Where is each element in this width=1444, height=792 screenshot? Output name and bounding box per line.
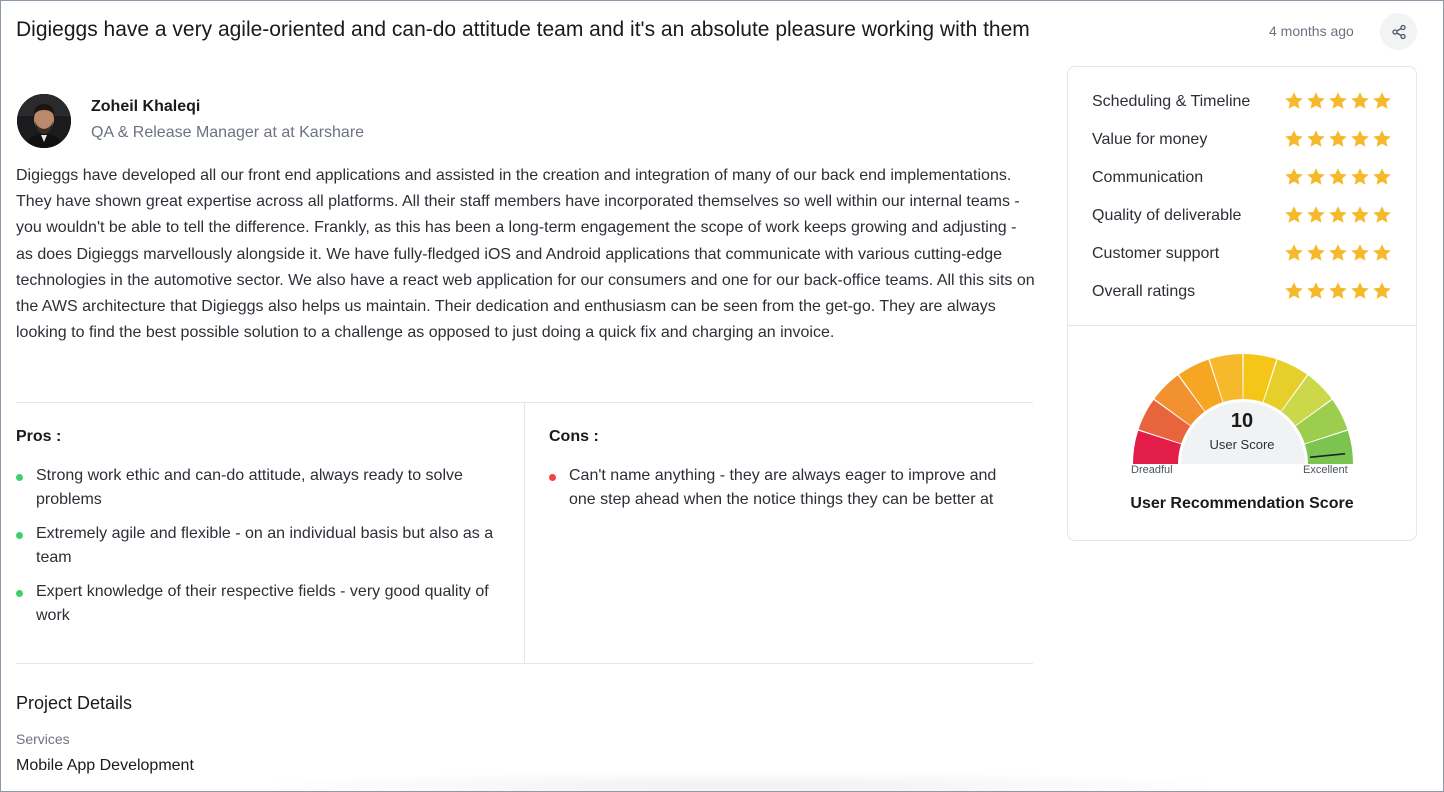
rating-row: [1092, 129, 1392, 153]
red-dot-icon: [549, 474, 556, 481]
star-icon: [1306, 91, 1326, 111]
star-icon: [1372, 243, 1392, 263]
gauge-max-label: Excellent: [1303, 464, 1348, 476]
rating-stars: [1284, 281, 1392, 301]
cons-heading: Cons :: [549, 428, 599, 445]
star-icon: [1328, 129, 1348, 149]
star-icon: [1350, 167, 1370, 187]
star-icon: [1284, 91, 1304, 111]
star-icon: [1372, 205, 1392, 225]
rating-label: Value for money: [1092, 131, 1208, 148]
star-icon: [1306, 281, 1326, 301]
ratings-card: [1067, 66, 1417, 541]
pros-item-text: Extremely agile and flexible - on an individual basis but also as a team: [36, 525, 494, 566]
divider: [1068, 325, 1416, 326]
pros-item-text: Strong work ethic and can-do attitude, always ready to solve problems: [36, 467, 463, 508]
avatar-image: [17, 94, 71, 148]
star-icon: [1350, 243, 1370, 263]
review-body: Digieggs have developed all our front end applications and assisted in the creation and integration of many of our back end implementations. They have shown great expertise across all platforms. All their staff members have incorporated themselves so well within our internal teams - you wouldn't be able to tell the difference. Frankly, as this has been a long-term engagement the scope of work keeps growing and adjusting - as does Digieggs marvellously alongside it. We have fully-fledged iOS and Android applications that communicate with various cutting-edge technologies in the automotive sector. We also have a react web application for our consumers and one for our back-office teams. All this sits on the AWS architecture that Digieggs also helps us maintain. Their dedication and enthusiasm can be seen from the get-go. They are always looking to find the best possible solution to a challenge as opposed to just doing a quick fix and charging an invoice.: [16, 167, 1035, 342]
star-icon: [1350, 129, 1370, 149]
star-icon: [1306, 243, 1326, 263]
pros-heading: Pros :: [16, 428, 62, 445]
pros-item-text: Expert knowledge of their respective fields - very good quality of work: [36, 583, 489, 624]
star-icon: [1372, 91, 1392, 111]
cons-list: [549, 464, 1019, 522]
recommendation-score-label: User Recommendation Score: [1130, 495, 1354, 512]
project-details-heading: Project Details: [16, 693, 133, 713]
green-dot-icon: [16, 474, 23, 481]
pros-item: [16, 580, 501, 628]
share-icon: [1391, 24, 1407, 40]
rating-label: Customer support: [1092, 245, 1220, 262]
cons-item-text: Can't name anything - they are always eager to improve and one step ahead when the notice things they can be better at: [569, 467, 997, 508]
star-icon: [1350, 205, 1370, 225]
rating-row: [1092, 243, 1392, 267]
rating-label: Scheduling & Timeline: [1092, 93, 1251, 110]
divider: [16, 663, 1033, 664]
review-timestamp: 4 months ago: [1269, 23, 1354, 39]
scroll-shadow: [241, 771, 1241, 792]
star-icon: [1328, 167, 1348, 187]
green-dot-icon: [16, 590, 23, 597]
star-icon: [1284, 243, 1304, 263]
rating-label: Overall ratings: [1092, 283, 1196, 300]
rating-row: [1092, 167, 1392, 191]
user-score-value: 10: [1230, 410, 1254, 432]
pros-list: [16, 464, 501, 638]
pros-item: [16, 522, 501, 570]
author-role: QA & Release Manager at at Karshare: [91, 124, 365, 141]
star-icon: [1372, 129, 1392, 149]
gauge-min-label: Dreadful: [1131, 464, 1173, 476]
star-icon: [1328, 281, 1348, 301]
avatar[interactable]: [17, 94, 71, 148]
pros-cons-divider: [524, 403, 525, 663]
star-icon: [1306, 167, 1326, 187]
rating-stars: [1284, 129, 1392, 149]
star-icon: [1306, 205, 1326, 225]
rating-row: [1092, 91, 1392, 115]
rating-stars: [1284, 205, 1392, 225]
share-button[interactable]: [1380, 13, 1417, 50]
rating-row: [1092, 205, 1392, 229]
star-icon: [1284, 205, 1304, 225]
pros-item: [16, 464, 501, 512]
rating-stars: [1284, 91, 1392, 111]
star-icon: [1372, 167, 1392, 187]
star-icon: [1328, 243, 1348, 263]
star-icon: [1350, 91, 1370, 111]
star-icon: [1306, 129, 1326, 149]
green-dot-icon: [16, 532, 23, 539]
rating-stars: [1284, 167, 1392, 187]
star-icon: [1284, 281, 1304, 301]
rating-stars: [1284, 243, 1392, 263]
user-score-label: User Score: [1209, 437, 1275, 452]
star-icon: [1328, 91, 1348, 111]
star-icon: [1328, 205, 1348, 225]
review-title: Digieggs have a very agile-oriented and can-do attitude team and it's an absolute pleasure working with them: [16, 18, 1030, 41]
star-icon: [1284, 129, 1304, 149]
services-label: Services: [16, 731, 70, 747]
star-icon: [1284, 167, 1304, 187]
rating-label: Quality of deliverable: [1092, 207, 1242, 224]
author-name: Zoheil Khaleqi: [91, 98, 201, 115]
rating-row: [1092, 281, 1392, 305]
services-value: Mobile App Development: [16, 757, 194, 774]
star-icon: [1372, 281, 1392, 301]
rating-label: Communication: [1092, 169, 1204, 186]
star-icon: [1350, 281, 1370, 301]
cons-item: [549, 464, 1019, 512]
